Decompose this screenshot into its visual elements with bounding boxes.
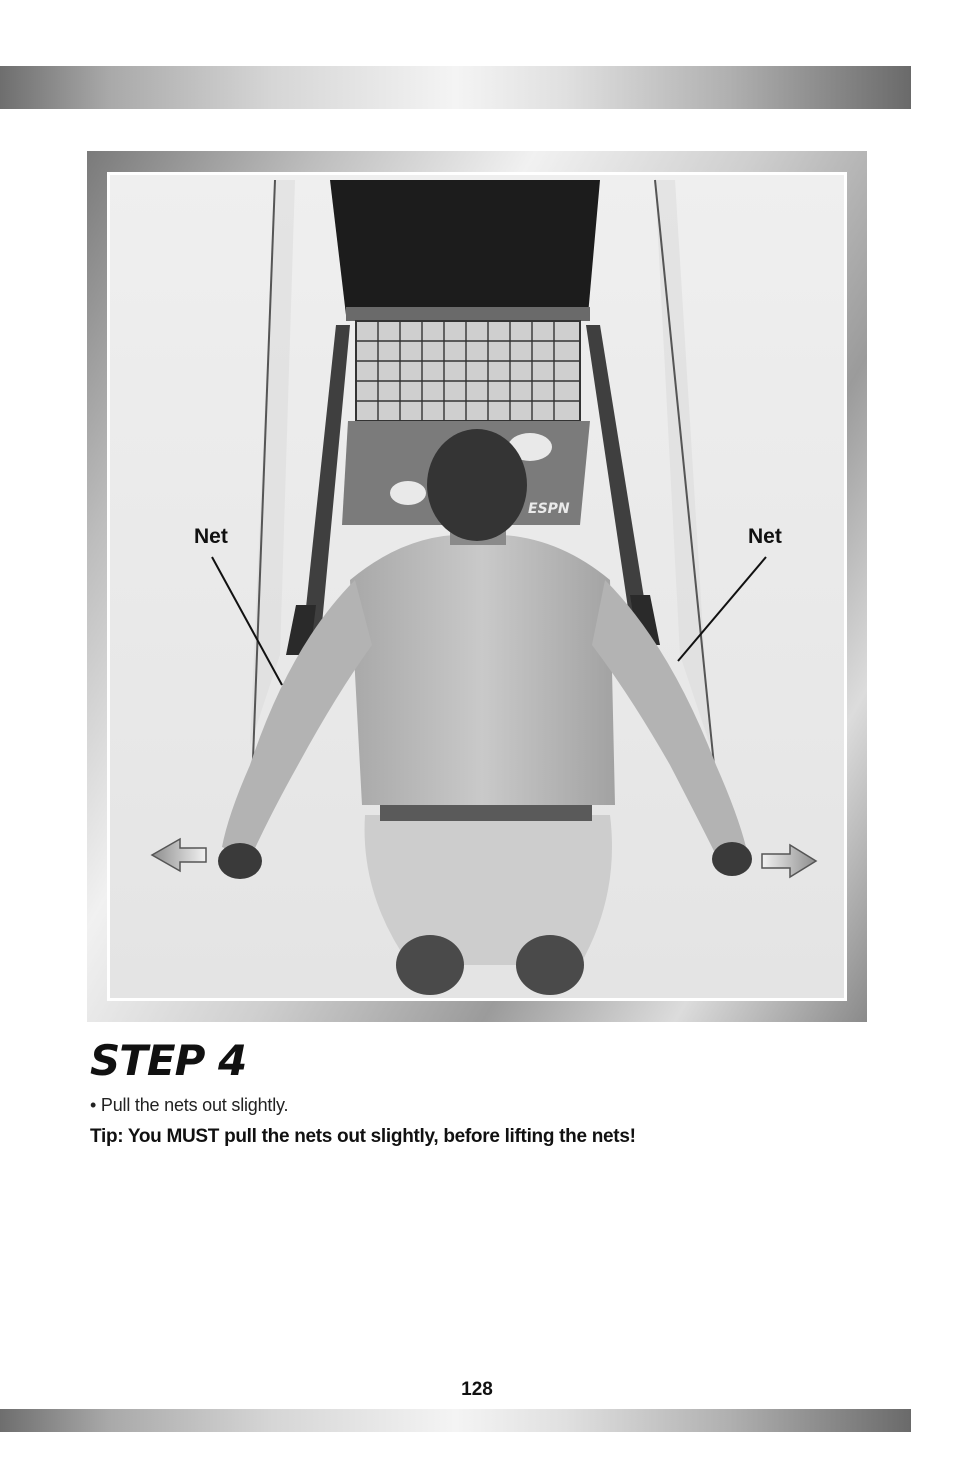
photo-area (107, 172, 847, 1001)
step-instruction: • Pull the nets out slightly. (90, 1095, 289, 1115)
step-tip: Tip: You MUST pull the nets out slightly, before lifting the nets! (90, 1126, 636, 1147)
step-title: STEP 4 (90, 1036, 247, 1085)
net-label-right: Net (748, 525, 782, 548)
page-number: 128 (461, 1379, 493, 1400)
top-chrome-bar (0, 66, 911, 109)
assembly-photo (110, 175, 844, 998)
espn-logo: ESPN (528, 501, 570, 517)
photo-frame (87, 151, 867, 1022)
net-label-left: Net (194, 525, 228, 548)
bottom-chrome-bar (0, 1409, 911, 1432)
